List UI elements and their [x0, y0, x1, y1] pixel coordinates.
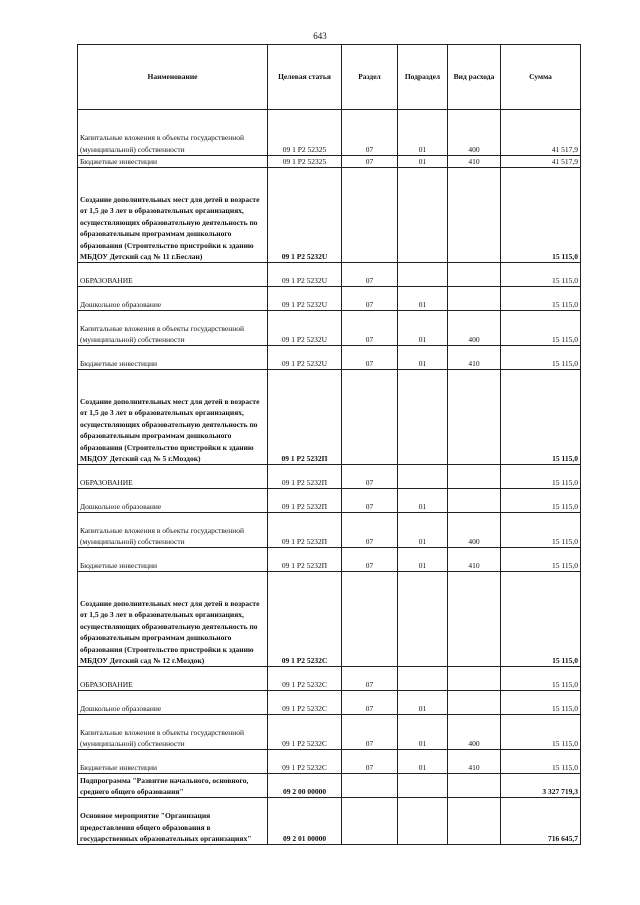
cell-subsection	[398, 263, 448, 287]
cell-sum: 15 115,0	[501, 465, 581, 489]
cell-target: 09 1 P2 5232П	[268, 465, 342, 489]
cell-name: Создание дополнительных мест для детей в возрасте от 1,5 до 3 лет в образовательных организациях, осуществляющих образовательную деятельность по образовательным программам дошкольного образования (Строительство пристройки к зданию МБДОУ Детский сад № 11 г.Беслан)	[78, 168, 268, 263]
cell-target: 09 1 P2 5232U	[268, 287, 342, 311]
cell-sum: 15 115,0	[501, 370, 581, 465]
cell-section	[342, 168, 398, 263]
header-expense-type: Вид расхода	[448, 45, 501, 110]
header-name: Наименование	[78, 45, 268, 110]
cell-expense-type	[448, 168, 501, 263]
cell-sum: 15 115,0	[501, 750, 581, 774]
table-row	[78, 774, 581, 798]
cell-subsection: 01	[398, 513, 448, 548]
cell-target: 09 1 P2 5232U	[268, 346, 342, 370]
cell-name: ОБРАЗОВАНИЕ	[78, 465, 268, 489]
cell-subsection: 01	[398, 287, 448, 311]
cell-name: Бюджетные инвестиции	[78, 750, 268, 774]
page-number: 643	[313, 31, 327, 41]
cell-expense-type	[448, 489, 501, 513]
table-row	[78, 156, 581, 168]
cell-expense-type	[448, 667, 501, 691]
table-row	[78, 263, 581, 287]
cell-target: 09 1 P2 5232С	[268, 715, 342, 750]
table-row	[78, 489, 581, 513]
cell-subsection: 01	[398, 750, 448, 774]
table-body	[78, 110, 581, 845]
cell-subsection: 01	[398, 548, 448, 572]
table-row	[78, 465, 581, 489]
cell-section: 07	[342, 513, 398, 548]
cell-target: 09 1 P2 52325	[268, 156, 342, 168]
cell-section	[342, 370, 398, 465]
budget-table	[77, 44, 581, 845]
cell-expense-type: 410	[448, 156, 501, 168]
cell-target: 09 1 P2 5232С	[268, 667, 342, 691]
cell-sum: 3 327 719,3	[501, 774, 581, 798]
cell-name: Капитальные вложения в объекты государственной (муниципальной) собственности	[78, 513, 268, 548]
cell-subsection: 01	[398, 311, 448, 346]
cell-section	[342, 572, 398, 667]
cell-sum: 15 115,0	[501, 311, 581, 346]
cell-subsection: 01	[398, 346, 448, 370]
cell-name: Дошкольное образование	[78, 287, 268, 311]
cell-sum: 15 115,0	[501, 667, 581, 691]
cell-target: 09 1 P2 5232П	[268, 489, 342, 513]
cell-section: 07	[342, 715, 398, 750]
cell-sum: 41 517,9	[501, 110, 581, 156]
cell-subsection: 01	[398, 691, 448, 715]
cell-sum: 15 115,0	[501, 168, 581, 263]
cell-sum: 15 115,0	[501, 715, 581, 750]
cell-expense-type: 400	[448, 311, 501, 346]
cell-expense-type	[448, 774, 501, 798]
cell-expense-type: 410	[448, 750, 501, 774]
cell-subsection: 01	[398, 715, 448, 750]
cell-section: 07	[342, 489, 398, 513]
cell-expense-type	[448, 287, 501, 311]
table-header-row	[78, 45, 581, 110]
cell-target: 09 2 01 00000	[268, 798, 342, 845]
cell-sum: 15 115,0	[501, 548, 581, 572]
cell-section: 07	[342, 346, 398, 370]
cell-expense-type	[448, 572, 501, 667]
cell-name: Капитальные вложения в объекты государственной (муниципальной) собственности	[78, 311, 268, 346]
cell-name: Создание дополнительных мест для детей в возрасте от 1,5 до 3 лет в образовательных организациях, осуществляющих образовательную деятельность по образовательным программам дошкольного образования (Строительство пристройки к зданию МБДОУ Детский сад № 12 г.Моздок)	[78, 572, 268, 667]
cell-name: Дошкольное образование	[78, 489, 268, 513]
cell-target: 09 1 P2 5232U	[268, 311, 342, 346]
cell-target: 09 1 P2 5232С	[268, 691, 342, 715]
cell-target: 09 1 P2 5232П	[268, 370, 342, 465]
cell-sum: 15 115,0	[501, 513, 581, 548]
table-row	[78, 513, 581, 548]
cell-subsection: 01	[398, 110, 448, 156]
header-sum: Сумма	[501, 45, 581, 110]
cell-subsection	[398, 667, 448, 691]
cell-sum: 15 115,0	[501, 489, 581, 513]
cell-name: Капитальные вложения в объекты государственной (муниципальной) собственности	[78, 110, 268, 156]
table-row	[78, 572, 581, 667]
table-row	[78, 691, 581, 715]
table-row	[78, 110, 581, 156]
cell-name: Капитальные вложения в объекты государственной (муниципальной) собственности	[78, 715, 268, 750]
cell-name: ОБРАЗОВАНИЕ	[78, 263, 268, 287]
cell-expense-type: 400	[448, 715, 501, 750]
cell-sum: 41 517,9	[501, 156, 581, 168]
header-subsection: Подраздел	[398, 45, 448, 110]
cell-target: 09 1 P2 5232С	[268, 572, 342, 667]
cell-sum: 15 115,0	[501, 691, 581, 715]
cell-subsection	[398, 798, 448, 845]
cell-section: 07	[342, 287, 398, 311]
cell-expense-type: 400	[448, 513, 501, 548]
cell-sum: 15 115,0	[501, 287, 581, 311]
cell-section: 07	[342, 548, 398, 572]
header-target: Целевая статья	[268, 45, 342, 110]
table-row	[78, 667, 581, 691]
cell-subsection	[398, 774, 448, 798]
cell-name: Подпрограмма "Развитие начального, основного, среднего общего образования"	[78, 774, 268, 798]
cell-section	[342, 774, 398, 798]
cell-section: 07	[342, 465, 398, 489]
cell-subsection	[398, 465, 448, 489]
cell-expense-type: 410	[448, 548, 501, 572]
cell-subsection	[398, 370, 448, 465]
table-row	[78, 798, 581, 845]
cell-expense-type	[448, 263, 501, 287]
table-row	[78, 750, 581, 774]
cell-name: Бюджетные инвестиции	[78, 156, 268, 168]
table-row	[78, 287, 581, 311]
cell-subsection: 01	[398, 489, 448, 513]
cell-target: 09 1 P2 5232П	[268, 548, 342, 572]
cell-name: Бюджетные инвестиции	[78, 346, 268, 370]
cell-name: Основное мероприятие "Организация предоставления общего образования в государственных образовательных организациях"	[78, 798, 268, 845]
cell-expense-type: 410	[448, 346, 501, 370]
cell-sum: 15 115,0	[501, 572, 581, 667]
cell-section	[342, 798, 398, 845]
table-row	[78, 715, 581, 750]
cell-expense-type: 400	[448, 110, 501, 156]
cell-sum: 716 645,7	[501, 798, 581, 845]
table-row	[78, 548, 581, 572]
cell-section: 07	[342, 311, 398, 346]
cell-subsection	[398, 572, 448, 667]
cell-target: 09 1 P2 5232U	[268, 168, 342, 263]
cell-target: 09 1 P2 52325	[268, 110, 342, 156]
cell-expense-type	[448, 370, 501, 465]
cell-target: 09 1 P2 5232П	[268, 513, 342, 548]
cell-section: 07	[342, 750, 398, 774]
cell-sum: 15 115,0	[501, 263, 581, 287]
cell-section: 07	[342, 667, 398, 691]
cell-section: 07	[342, 110, 398, 156]
cell-section: 07	[342, 691, 398, 715]
cell-expense-type	[448, 691, 501, 715]
cell-name: ОБРАЗОВАНИЕ	[78, 667, 268, 691]
cell-name: Дошкольное образование	[78, 691, 268, 715]
cell-section: 07	[342, 156, 398, 168]
cell-subsection: 01	[398, 156, 448, 168]
cell-sum: 15 115,0	[501, 346, 581, 370]
cell-target: 09 1 P2 5232U	[268, 263, 342, 287]
cell-subsection	[398, 168, 448, 263]
table-row	[78, 168, 581, 263]
cell-section: 07	[342, 263, 398, 287]
cell-name: Создание дополнительных мест для детей в возрасте от 1,5 до 3 лет в образовательных организациях, осуществляющих образовательную деятельность по образовательным программам дошкольного образования (Строительство пристройки к зданию МБДОУ Детский сад № 5 г.Моздок)	[78, 370, 268, 465]
table-row	[78, 370, 581, 465]
cell-expense-type	[448, 798, 501, 845]
cell-expense-type	[448, 465, 501, 489]
cell-target: 09 2 00 00000	[268, 774, 342, 798]
cell-name: Бюджетные инвестиции	[78, 548, 268, 572]
table-row	[78, 311, 581, 346]
table-row	[78, 346, 581, 370]
cell-target: 09 1 P2 5232С	[268, 750, 342, 774]
header-section: Раздел	[342, 45, 398, 110]
